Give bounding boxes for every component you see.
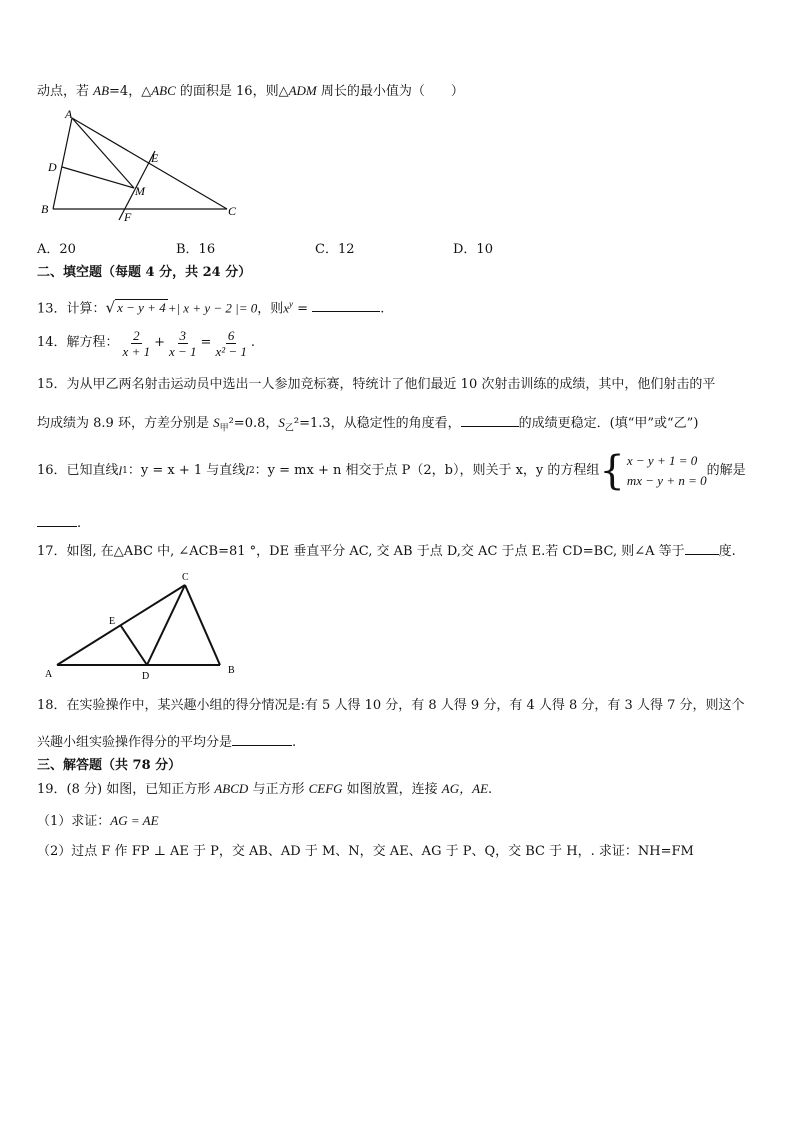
label-m: M bbox=[135, 184, 145, 198]
label-e: E bbox=[109, 616, 116, 627]
q17-figure bbox=[40, 568, 240, 686]
segment-dm bbox=[62, 167, 134, 188]
q15-answer-blank[interactable] bbox=[461, 412, 519, 427]
label-b: B bbox=[228, 665, 235, 676]
q18-answer-blank[interactable] bbox=[232, 731, 292, 746]
q12-figure bbox=[35, 108, 250, 226]
label-c: C bbox=[182, 572, 189, 583]
segment-bc bbox=[185, 585, 220, 665]
q13: 13．计算：√ x − y + 4 +| x + y − 2 |= 0，则$x^y$ = . bbox=[37, 298, 385, 317]
q15-line2: 均成绩为 8.9 环，方差分别是 $S_甲^2=0.8$，$S_乙^2=1.3$，从稳定性的角度看， 的成绩更稳定．(填“甲”或“乙”) bbox=[37, 412, 698, 438]
label-a: A bbox=[45, 669, 53, 680]
q16: 16．已知直线 l 1 ：y = x + 1 与直线 l 2 ：y = mx + n 相交于点 P（2，b），则关于 x，y 的方程组 { x − y + 1 = 0 mx − y + n = 0 的解是 bbox=[37, 448, 746, 494]
q17: 17．如图, 在△ABC 中, ∠ACB=81 °，DE 垂直平分 AC, 交 AB 于点 D,交 AC 于点 E.若 CD=BC, 则∠A 等于 度. bbox=[37, 540, 736, 561]
label-d: D bbox=[142, 671, 150, 682]
q17-answer-blank[interactable] bbox=[685, 540, 719, 555]
choice-c: C．12 bbox=[315, 242, 355, 257]
segment-am bbox=[72, 118, 134, 188]
label-e: E bbox=[151, 151, 159, 165]
q18-line1: 18．在实验操作中，某兴趣小组的得分情况是:有 5 人得 10 分，有 8 人得 9 分，有 4 人得 8 分，有 3 人得 7 分，则这个 bbox=[37, 698, 745, 713]
label-c: C bbox=[228, 204, 237, 218]
segment-de bbox=[121, 626, 147, 665]
label-a: A bbox=[65, 108, 73, 121]
label-b: B bbox=[41, 202, 49, 216]
label-f: F bbox=[124, 210, 132, 224]
section2-heading: 二、填空题（每题 4 分，共 24 分） bbox=[37, 265, 252, 280]
choice-b: B．16 bbox=[176, 242, 216, 257]
choice-d: D．10 bbox=[453, 242, 493, 257]
q16-equation-system: { x − y + 1 = 0 mx − y + n = 0 bbox=[599, 448, 707, 494]
label-d: D bbox=[48, 160, 57, 174]
q14: 14．解方程： $\frac{2}{x + 1}$ + $\frac{3}{x - 1}$ = $\frac{6}{\text{x² − 1}}$ . bbox=[37, 327, 256, 359]
segment-ac bbox=[72, 118, 227, 209]
q18-line2: 兴趣小组实验操作得分的平均分是 . bbox=[37, 731, 296, 752]
q13-answer-blank[interactable] bbox=[312, 297, 380, 312]
q12-stem: 动点，若 AB=4，△ABC 的面积是 16，则△ADM 周长的最小值为（ ） bbox=[37, 83, 464, 99]
q19-part2: （2）过点 F 作 FP ⊥ AE 于 P，交 AB、AD 于 M、N，交 AE、AG 于 P、Q，交 BC 于 H，. 求证：NH=FM bbox=[37, 844, 694, 859]
q19-part1: （1）求证：AG = AE bbox=[37, 813, 159, 829]
q15-line1: 15．为从甲乙两名射击运动员中选出一人参加竞标赛，特统计了他们最近 10 次射击训练的成绩，其中，他们射击的平 bbox=[37, 377, 716, 392]
q19-stem: 19．(8 分) 如图，已知正方形 ABCD 与正方形 CEFG 如图放置，连接 AG，AE. bbox=[37, 781, 493, 797]
q16-answer: . bbox=[37, 512, 81, 533]
q16-answer-blank[interactable] bbox=[37, 512, 77, 527]
section3-heading: 三、解答题（共 78 分） bbox=[37, 758, 182, 773]
choice-a: A．20 bbox=[37, 242, 76, 257]
